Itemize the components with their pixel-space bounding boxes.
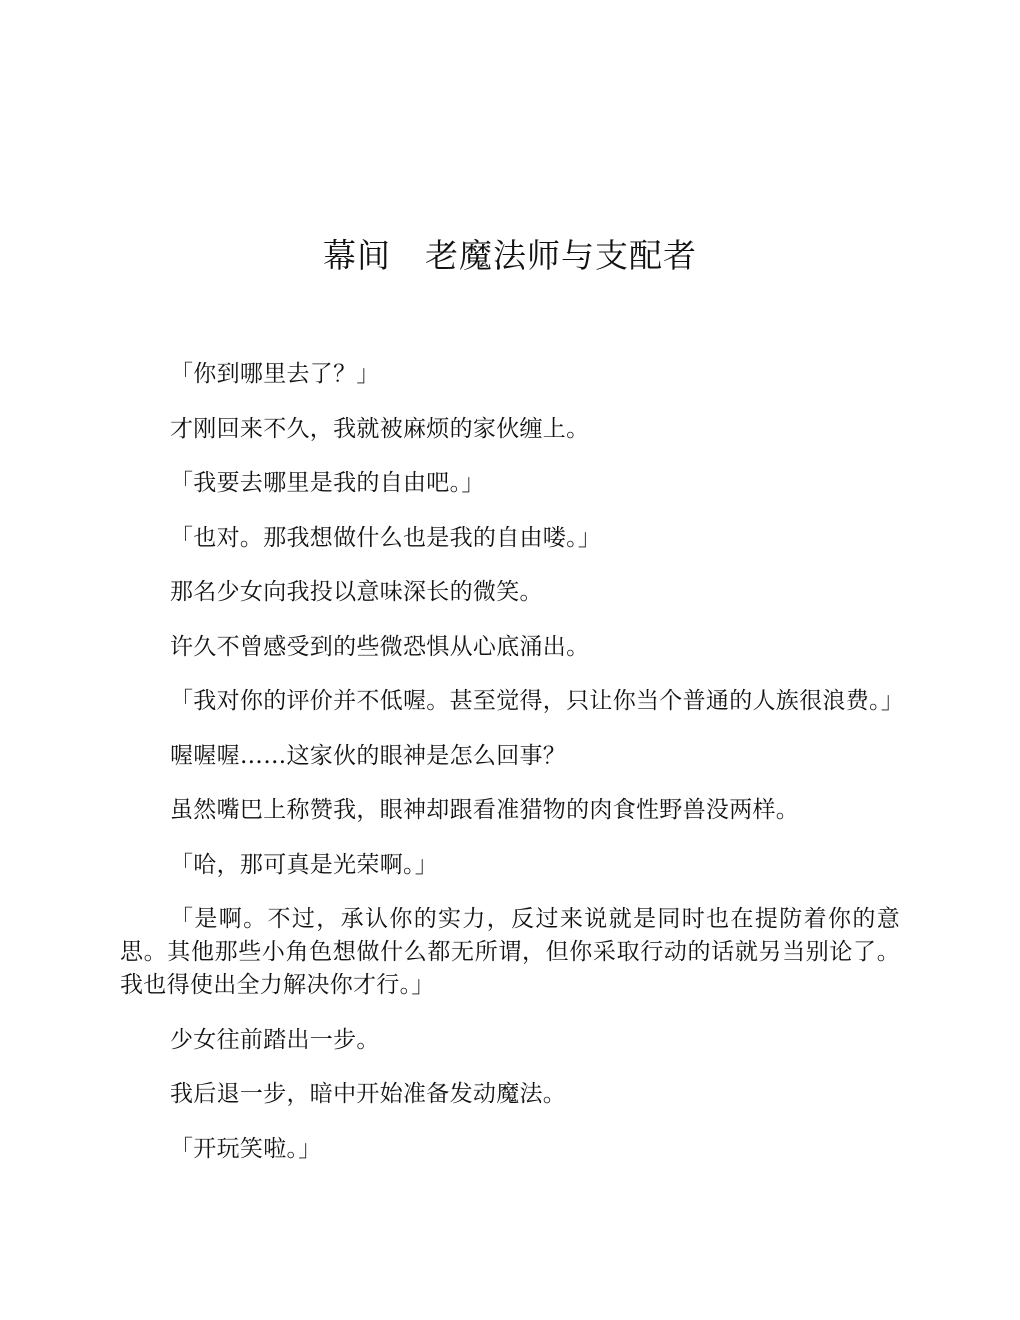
paragraph: 「是啊。不过，承认你的实力，反过来说就是同时也在提防着你的意思。其他那些小角色想做什么都无所谓，但你采取行动的话就另当别论了。我也得使出全力解决你才行。」: [120, 906, 900, 998]
paragraph: 喔喔喔……这家伙的眼神是怎么回事？: [170, 742, 567, 769]
paragraph: 少女往前踏出一步。: [170, 1026, 380, 1053]
body-text: [120, 358, 905, 1187]
chapter-title: 幕间 老魔法师与支配者: [323, 236, 697, 275]
paragraph: 许久不曾感受到的些微恐惧从心底涌出。: [170, 633, 590, 660]
paragraph: 那名少女向我投以意味深长的微笑。: [170, 579, 543, 605]
paragraph: 才刚回来不久，我就被麻烦的家伙缠上。: [170, 415, 590, 442]
paragraph: 「哈，那可真是光荣啊。」: [170, 851, 439, 878]
paragraph: 虽然嘴巴上称赞我，眼神却跟看准猎物的肉食性野兽没两样。: [170, 797, 800, 823]
paragraph: 「也对。那我想做什么也是我的自由喽。」: [170, 524, 602, 551]
paragraph: 「你到哪里去了？」: [170, 361, 380, 387]
paragraph: 我后退一步，暗中开始准备发动魔法。: [170, 1081, 567, 1107]
paragraph: 「我要去哪里是我的自由吧。」: [170, 470, 485, 496]
paragraph: 「开玩笑啦。」: [170, 1135, 322, 1162]
paragraph: 「我对你的评价并不低喔。甚至觉得，只让你当个普通的人族很浪费。」: [170, 688, 905, 714]
